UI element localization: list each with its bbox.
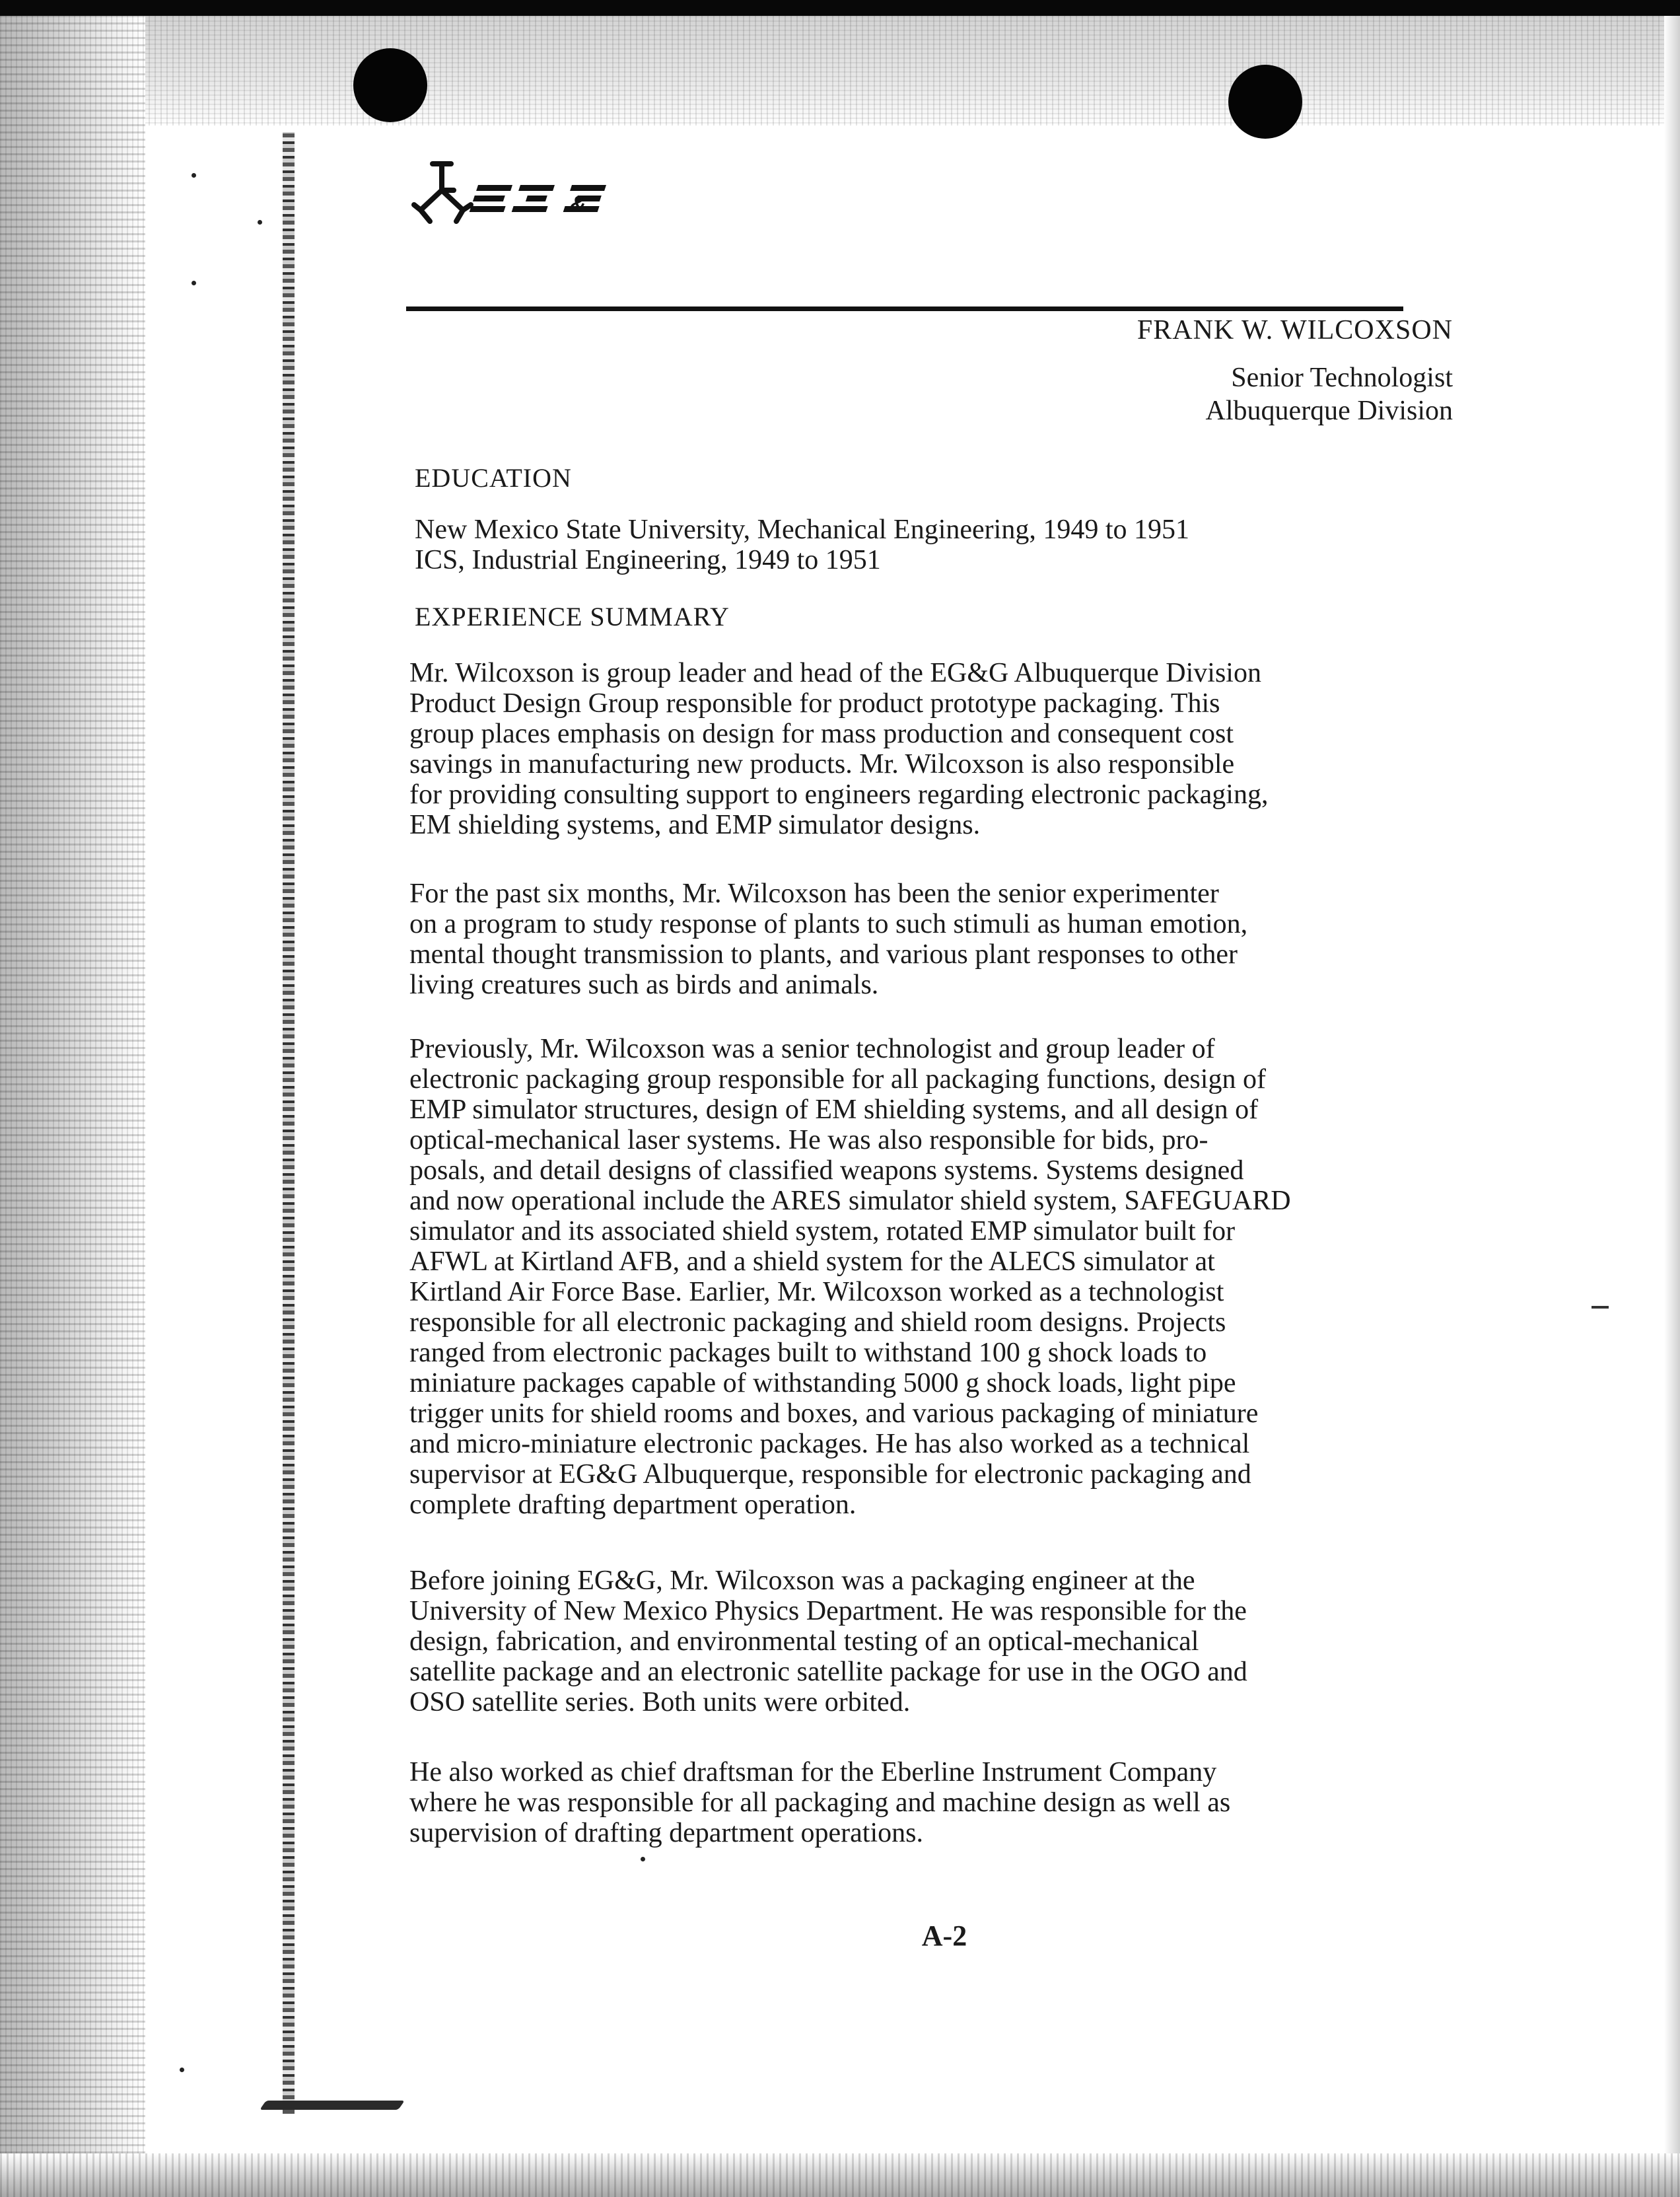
paragraph-line: on a program to study response of plants to such stimuli as human emotion, [409, 909, 1248, 939]
company-logo [407, 159, 632, 231]
page-number: A-2 [921, 1920, 967, 1952]
person-name: FRANK W. WILCOXSON [1137, 315, 1453, 345]
education-heading: EDUCATION [415, 463, 572, 493]
paragraph-line: OSO satellite series. Both units were orbited. [409, 1687, 911, 1717]
paragraph-line: For the past six months, Mr. Wilcoxson has been the senior experimenter [409, 879, 1219, 909]
paragraph-line: electronic packaging group responsible for all packaging functions, design of [409, 1064, 1266, 1095]
paragraph-line: design, fabrication, and environmental testing of an optical-mechanical [409, 1626, 1199, 1657]
experience-paragraph [409, 1034, 1499, 1520]
paragraph-line: EMP simulator structures, design of EM shielding systems, and all design of [409, 1095, 1259, 1125]
paragraph-line: Previously, Mr. Wilcoxson was a senior technologist and group leader of [409, 1034, 1215, 1064]
experience-paragraph [409, 658, 1499, 840]
paragraph-line: for providing consulting support to engineers regarding electronic packaging, [409, 779, 1269, 810]
speck [258, 220, 262, 225]
speck [192, 281, 196, 285]
paragraph-line: supervision of drafting department operations. [409, 1818, 923, 1848]
margin-mark [1592, 1306, 1609, 1309]
scan-noise-right [1664, 16, 1680, 2197]
binding-edge [283, 132, 295, 2114]
scan-noise-bottom [0, 2153, 1680, 2197]
speck [180, 2068, 184, 2072]
paragraph-line: posals, and detail designs of classified weapons systems. Systems designed [409, 1155, 1244, 1186]
paragraph-line: mental thought transmission to plants, and various plant responses to other [409, 939, 1238, 970]
paragraph-line: savings in manufacturing new products. Mr. Wilcoxson is also responsible [409, 749, 1235, 779]
paragraph-line: ranged from electronic packages built to withstand 100 g shock loads to [409, 1338, 1207, 1368]
paragraph-line: He also worked as chief draftsman for the Eberline Instrument Company [409, 1757, 1217, 1787]
speck [192, 173, 196, 178]
experience-paragraph [409, 879, 1499, 1000]
paragraph-line: group places emphasis on design for mass production and consequent cost [409, 719, 1234, 749]
scan-noise-top [0, 16, 1680, 128]
paragraph-line: complete drafting department operation. [409, 1490, 857, 1520]
speck [641, 1857, 645, 1861]
paragraph-line: satellite package and an electronic satellite package for use in the OGO and [409, 1657, 1247, 1687]
experience-paragraph [409, 1757, 1499, 1848]
punch-hole-left [353, 48, 427, 122]
paragraph-line: Product Design Group responsible for product prototype packaging. This [409, 688, 1220, 719]
paragraph-line: and micro-miniature electronic packages. He has also worked as a technical [409, 1429, 1250, 1459]
job-title: Senior Technologist [1231, 363, 1453, 393]
binding-foot [260, 2101, 405, 2110]
paragraph-line: simulator and its associated shield system, rotated EMP simulator built for [409, 1216, 1236, 1246]
paragraph-line: trigger units for shield rooms and boxes, and various packaging of miniature [409, 1398, 1259, 1429]
paragraph-line: responsible for all electronic packaging and shield room designs. Projects [409, 1307, 1226, 1338]
paragraph-line: AFWL at Kirtland AFB, and a shield system for the ALECS simulator at [409, 1246, 1215, 1277]
paragraph-line: Before joining EG&G, Mr. Wilcoxson was a packaging engineer at the [409, 1566, 1195, 1596]
paragraph-line: and now operational include the ARES simulator shield system, SAFEGUARD [409, 1186, 1291, 1216]
division-name: Albuquerque Division [1205, 396, 1453, 426]
experience-paragraph [409, 1566, 1499, 1717]
experience-heading: EXPERIENCE SUMMARY [415, 602, 730, 631]
svg-text:&: & [570, 192, 586, 217]
paragraph-line: optical-mechanical laser systems. He was also responsible for bids, pro- [409, 1125, 1208, 1155]
education-line: New Mexico State University, Mechanical Engineering, 1949 to 1951 [415, 515, 1189, 545]
header-rule [406, 306, 1403, 311]
paragraph-line: EM shielding systems, and EMP simulator designs. [409, 810, 981, 840]
paragraph-line: miniature packages capable of withstanding 5000 g shock loads, light pipe [409, 1368, 1236, 1398]
education-line: ICS, Industrial Engineering, 1949 to 1951 [415, 545, 881, 575]
paragraph-line: living creatures such as birds and animals. [409, 970, 879, 1000]
scan-noise-left [0, 16, 145, 2197]
paragraph-line: University of New Mexico Physics Department. He was responsible for the [409, 1596, 1247, 1626]
scan-top-border [0, 0, 1680, 16]
paragraph-line: Mr. Wilcoxson is group leader and head of the EG&G Albuquerque Division [409, 658, 1261, 688]
paragraph-line: Kirtland Air Force Base. Earlier, Mr. Wilcoxson worked as a technologist [409, 1277, 1224, 1307]
paragraph-line: where he was responsible for all packaging and machine design as well as [409, 1787, 1231, 1818]
paragraph-line: supervisor at EG&G Albuquerque, responsible for electronic packaging and [409, 1459, 1251, 1490]
punch-hole-right [1228, 65, 1302, 139]
